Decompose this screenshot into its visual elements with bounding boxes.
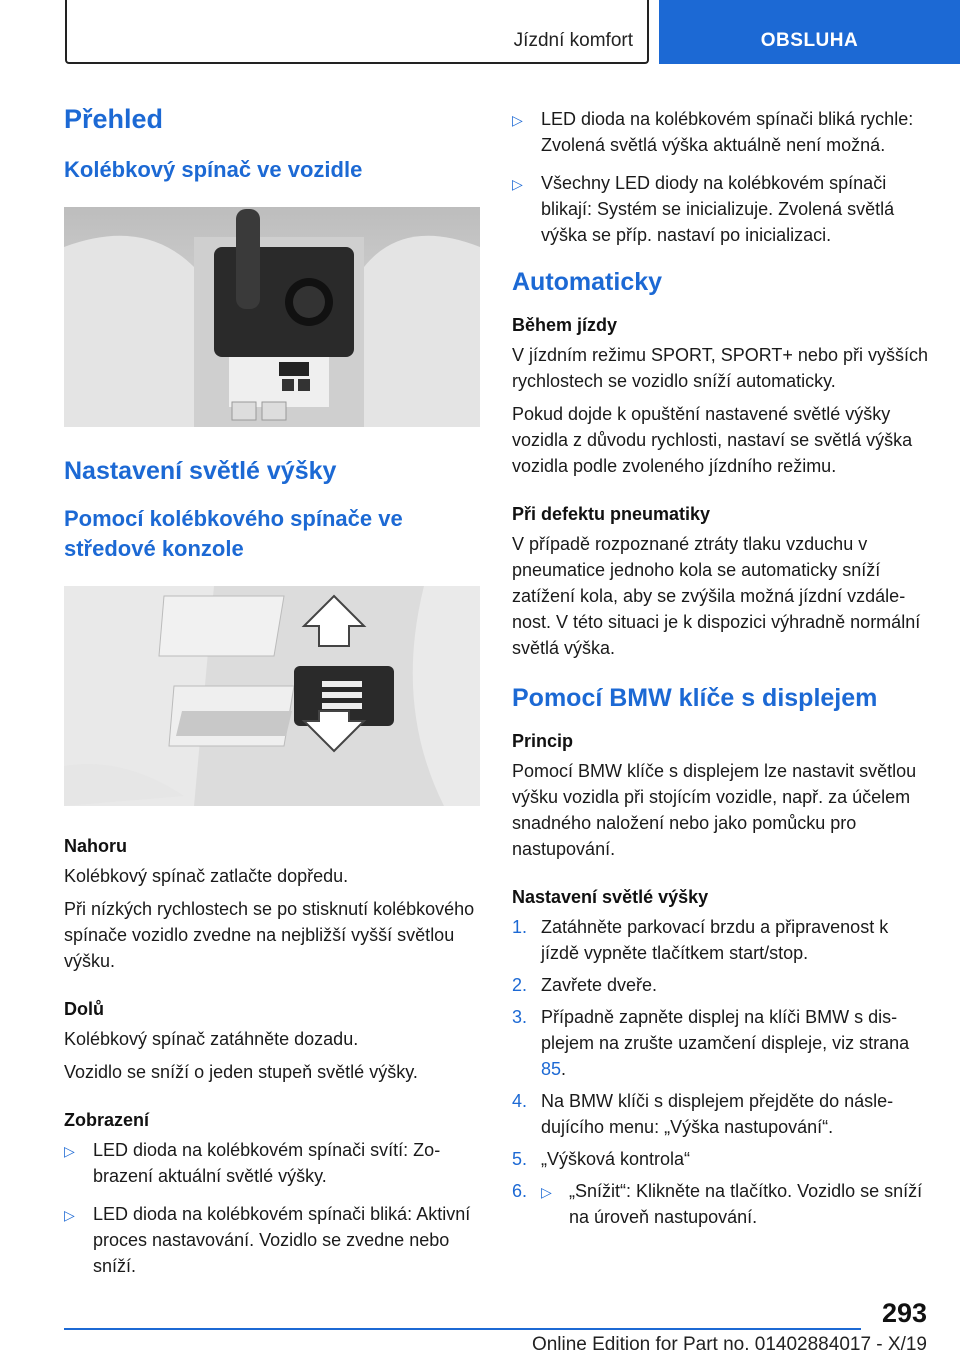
photo-switch-closeup: [64, 586, 480, 806]
step-number: 4.: [512, 1091, 528, 1111]
subheading-center-console: Pomocí kolébkového spínače ve středové konzole: [64, 506, 403, 561]
step-number: 6.: [512, 1181, 528, 1201]
heading-steps: Nastavení světlé výšky: [512, 887, 709, 907]
footer-edition: Online Edition for Part no. 01402884017 - X/19: [531, 1334, 927, 1355]
step-item: 5. „Výšková kontrola“: [512, 1146, 930, 1172]
list-item: ▷ LED dioda na kolébkovém spínači svítí: Zobrazení aktuální světlé výšky.: [64, 1140, 441, 1186]
text-driving-1: V jízdním režimu SPORT, SPORT+ nebo při vyšších rychlostech se vozidlo sníží automaticky.: [512, 345, 928, 391]
heading-ride-height: Nastavení světlé výšky: [64, 457, 337, 485]
step-item: 6. ▷ „Snížit“: Klikněte na tlačítko. Vozidlo se sníží na úroveň nastupování.: [512, 1178, 930, 1230]
heading-automatic: Automaticky: [512, 268, 663, 296]
text-principle: Pomocí BMW klíče s displejem lze nastavit světlou výšku vozidla při stojícím vozidle, např. za účelem snadného naložení nebo jako pomůcku pro nastupování.: [512, 761, 917, 859]
step-item: 1. Zatáhněte parkovací brzdu a připravenost k jízdě vypněte tlačítkem start/stop.: [512, 914, 930, 966]
text-down-1: Kolébkový spínač zatáhněte dozadu.: [64, 1029, 359, 1049]
triangle-bullet-icon: ▷: [541, 1184, 552, 1200]
heading-tire-defect: Při defektu pneumatiky: [512, 504, 711, 524]
heading-while-driving: Během jízdy: [512, 315, 618, 335]
triangle-bullet-icon: ▷: [64, 1207, 75, 1223]
list-item: ▷ LED dioda na kolébkovém spínači bliká rychle: Zvolená světlá výška aktuálně není možná.: [512, 109, 914, 155]
header-box: [65, 0, 649, 64]
header-section: Jízdní komfort: [513, 30, 633, 51]
subheading-rocker-switch: Kolébkový spínač ve vozidle: [64, 157, 363, 182]
display-list: [64, 1137, 482, 1279]
page-number: 293: [881, 1298, 927, 1328]
step-item: 3. Případně zapněte displej na klíči BMW s displejem na zrušte uzamčení displeje, viz strana 85.: [512, 1004, 930, 1082]
display-list-continued: [512, 106, 930, 248]
text-driving-2: Pokud dojde k opuštění nastavené světlé výšky vozidla z důvodu rychlosti, nastaví se světlá výška vozidla podle zvoleného jízdního režimu.: [512, 404, 913, 476]
triangle-bullet-icon: ▷: [512, 112, 523, 128]
left-column: [64, 96, 482, 1291]
step-number: 3.: [512, 1007, 528, 1027]
triangle-bullet-icon: ▷: [64, 1143, 75, 1159]
text-up-1: Kolébkový spínač zatlačte dopředu.: [64, 866, 349, 886]
photo-rocker-switch: [64, 207, 480, 427]
heading-up: Nahoru: [64, 836, 127, 856]
steps-list: [512, 914, 930, 1230]
step-item: 4. Na BMW klíči s displejem přejděte do následujícího menu: „Výška nastupování“.: [512, 1088, 930, 1140]
step-number: 1.: [512, 917, 528, 937]
footer-divider: [64, 1328, 861, 1330]
right-column: [512, 96, 930, 1236]
header-tab[interactable]: OBSLUHA: [659, 0, 960, 64]
photo-console-illustration: [64, 207, 480, 427]
step-number: 2.: [512, 975, 528, 995]
heading-down: Dolů: [64, 999, 104, 1019]
photo-center-console-switch: [64, 586, 480, 806]
heading-principle: Princip: [512, 731, 574, 751]
heading-display: Zobrazení: [64, 1110, 150, 1130]
text-tire: V případě rozpoznané ztráty tlaku vzduchu v pneumatice jednoho kola se automaticky sníží zatížení kola, aby se zvýšila možná jízdní vzdálenost. V této situaci je k dispozici výhradně normální světlá výška.: [512, 534, 921, 658]
step-number: 5.: [512, 1149, 528, 1169]
text-up-2: Při nízkých rychlostech se po stisknutí kolébkového spínače vozidlo zvedne na nejbližší vyšší světlou výšku.: [64, 899, 475, 971]
list-item: ▷ Všechny LED diody na kolébkovém spínači blikají: Systém se inicializuje. Zvolená světlá výška se příp. nastaví po inicializaci.: [512, 173, 895, 245]
list-item: ▷ LED dioda na kolébkovém spínači bliká: Aktivní proces nastavování. Vozidlo se zvedne nebo sníží.: [64, 1204, 471, 1276]
page-link[interactable]: 85: [541, 1059, 562, 1079]
page-title: Přehled: [64, 104, 164, 134]
triangle-bullet-icon: ▷: [512, 176, 523, 192]
step-item: 2. Zavřete dveře.: [512, 972, 930, 998]
heading-bmw-key: Pomocí BMW klíče s displejem: [512, 684, 878, 712]
text-down-2: Vozidlo se sníží o jeden stupeň světlé výšky.: [64, 1062, 418, 1082]
